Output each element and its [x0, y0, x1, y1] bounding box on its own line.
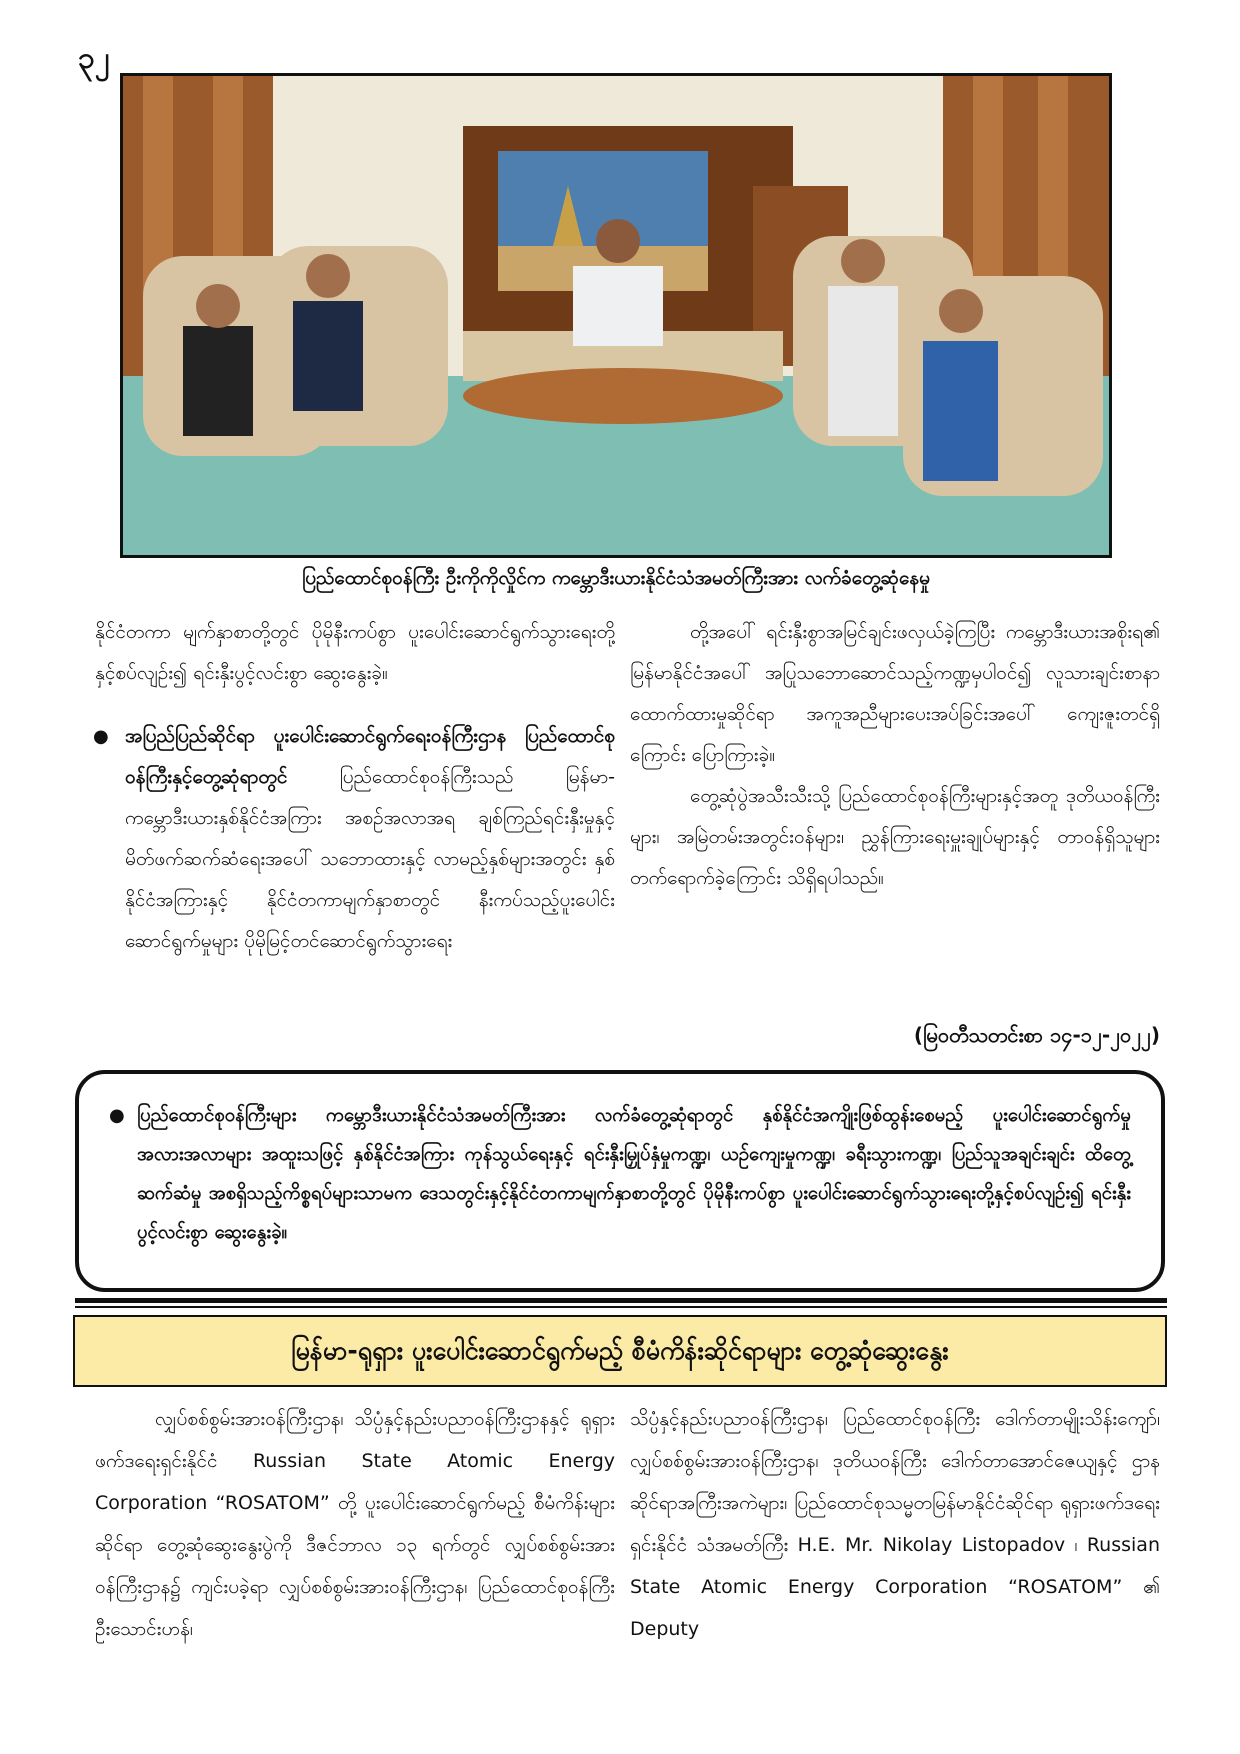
article2-right-text: သိပ္ပံနှင့်နည်းပညာဝန်ကြီးဌာန၊ ပြည်ထောင်စုဝန်ကြီး ဒေါက်တာမျိုးသိန်းကျော်၊ လျှပ်စစ်စွမ်းအားဝန်ကြီးဌာန၊ ဒုတိယဝန်ကြီး ဒေါက်တာအောင်ဇေယျနှင့် ဌာနဆိုင်ရာအကြီးအကဲများ၊ ပြည်ထောင်စုသမ္မတမြန်မာနိုင်ငံဆိုင်ရာ ရုရှားဖက်ဒရေးရှင်းနိုင်ငံ သံအမတ်ကြီး H.E. Mr. Nikolay Listopadov ၊ Russian State Atomic Energy Corporation “ROSATOM” ၏ Deputy	[630, 1408, 1160, 1640]
page-number: ၃၂	[78, 41, 110, 76]
article2-right	[630, 1398, 1160, 1650]
article-headline: မြန်မာ-ရုရှား ပူးပေါင်းဆောင်ရွက်မည့် စီမံကိန်းဆိုင်ရာများ တွေ့ဆုံဆွေးနွေး	[73, 1315, 1167, 1387]
article2-left-text: လျှပ်စစ်စွမ်းအားဝန်ကြီးဌာန၊ သိပ္ပံနှင့်နည်းပညာဝန်ကြီးဌာနနှင့် ရုရှားဖက်ဒရေးရှင်းနိုင်ငံ Russian State Atomic Energy Corporation “ROSATOM” တို့ ပူးပေါင်းဆောင်ရွက်မည့် စီမံကိန်းများဆိုင်ရာ တွေ့ဆုံဆွေးနွေးပွဲကို ဒီဇင်ဘာလ ၁၃ ရက်တွင် လျှပ်စစ်စွမ်းအားဝန်ကြီးဌာန၌ ကျင်းပခဲ့ရာ လျှပ်စစ်စွမ်းအားဝန်ကြီးဌာန၊ ပြည်ထောင်စုဝန်ကြီး ဦးသောင်းဟန်၊	[95, 1408, 615, 1640]
highlight-box: ● ပြည်ထောင်စုဝန်ကြီးများ ကမ္ဘောဒီးယားနိုင်ငံသံအမတ်ကြီးအား လက်ခံတွေ့ဆုံရာတွင် နှစ်နိုင်ငံအကျိုးဖြစ်ထွန်းစေမည့် ပူးပေါင်းဆောင်ရွက်မှု အလားအလာများ အထူးသဖြင့် နှစ်နိုင်ငံအကြား ကုန်သွယ်ရေးနှင့် ရင်းနှီးမြှုပ်နှံမှုကဏ္ဍ၊ ယဉ်ကျေးမှုကဏ္ဍ၊ ခရီးသွားကဏ္ဍ၊ ပြည်သူအချင်းချင်း ထိတွေ့ဆက်ဆံမှု အစရှိသည့်ကိစ္စရပ်များသာမက ဒေသတွင်းနှင့်နိုင်ငံတကာမျက်နှာစာတို့တွင် ပိုမိုနီးကပ်စွာ ပူးပေါင်းဆောင်ရွက်သွားရေးတို့နှင့်စပ်လျဉ်း၍ ရင်းနှီးပွင့်လင်းစွာ ဆွေးနွေးခဲ့။	[75, 1070, 1165, 1292]
photo-caption: ပြည်ထောင်စုဝန်ကြီး ဦးကိုကိုလှိုင်က ကမ္ဘောဒီးယားနိုင်ငံသံအမတ်ကြီးအား လက်ခံတွေ့ဆုံနေမှု	[302, 567, 930, 589]
source-citation: (မြဝတီသတင်းစာ ၁၄-၁၂-၂၀၂၂)	[913, 1023, 1160, 1047]
divider-thick	[75, 1298, 1167, 1303]
right-paragraph-2: တွေ့ဆုံပွဲအသီးသီးသို့ ပြည်ထောင်စုဝန်ကြီးများနှင့်အတူ ဒုတိယဝန်ကြီးများ၊ အမြဲတမ်းအတွင်းဝန်များ၊ ညွှန်ကြားရေးမှူးချုပ်များနှင့် တာဝန်ရှိသူများ တက်ရောက်ခဲ့ကြောင်း သိရှိရပါသည်။	[630, 785, 1160, 889]
right-column	[630, 612, 1160, 899]
meeting-illustration	[123, 76, 1109, 555]
left-column	[95, 612, 615, 962]
right-paragraph-1: တို့အပေါ် ရင်းနှီးစွာအမြင်ချင်းဖလှယ်ခဲ့ကြပြီး ကမ္ဘောဒီးယားအစိုးရ၏ မြန်မာနိုင်ငံအပေါ် အပြုသဘောဆောင်သည့်ကဏ္ဍမှပါဝင်၍ လူသားချင်းစာနာထောက်ထားမှုဆိုင်ရာ အကူအညီများပေးအပ်ခြင်းအပေါ် ကျေးဇူးတင်ရှိကြောင်း ပြောကြားခဲ့။	[630, 621, 1160, 766]
bullet-text: ပြည်ထောင်စုဝန်ကြီးသည် မြန်မာ-ကမ္ဘောဒီးယားနှစ်နိုင်ငံအကြား အစဉ်အလာအရ ချစ်ကြည်ရင်းနှီးမှုနှင့် မိတ်ဖက်ဆက်ဆံရေးအပေါ် သဘောထားနှင့် လာမည့်နှစ်များအတွင်း နှစ်နိုင်ငံအကြားနှင့် နိုင်ငံတကာမျက်နှာစာတွင် နီးကပ်သည့်ပူးပေါင်းဆောင်ရွက်မှုများ ပိုမိုမြင့်တင်ဆောင်ရွက်သွားရေး	[125, 766, 615, 952]
bullet-bold-lead: အပြည်ပြည်ဆိုင်ရာ ပူးပေါင်းဆောင်ရွက်ရေးဝန်ကြီးဌာန ပြည်ထောင်စုဝန်ကြီးနှင့်တွေ့ဆုံရာတွင်	[125, 725, 615, 788]
left-paragraph: နိုင်ငံတကာ မျက်နှာစာတို့တွင် ပိုမိုနီးကပ်စွာ ပူးပေါင်းဆောင်ရွက်သွားရေးတို့နှင့်စပ်လျဉ်း၍ ရင်းနှီးပွင့်လင်းစွာ ဆွေးနွေးခဲ့။	[95, 621, 615, 684]
meeting-photo	[120, 73, 1112, 558]
bullet-paragraph	[95, 716, 615, 962]
article2-left	[95, 1398, 615, 1650]
divider-thin	[75, 1306, 1167, 1308]
